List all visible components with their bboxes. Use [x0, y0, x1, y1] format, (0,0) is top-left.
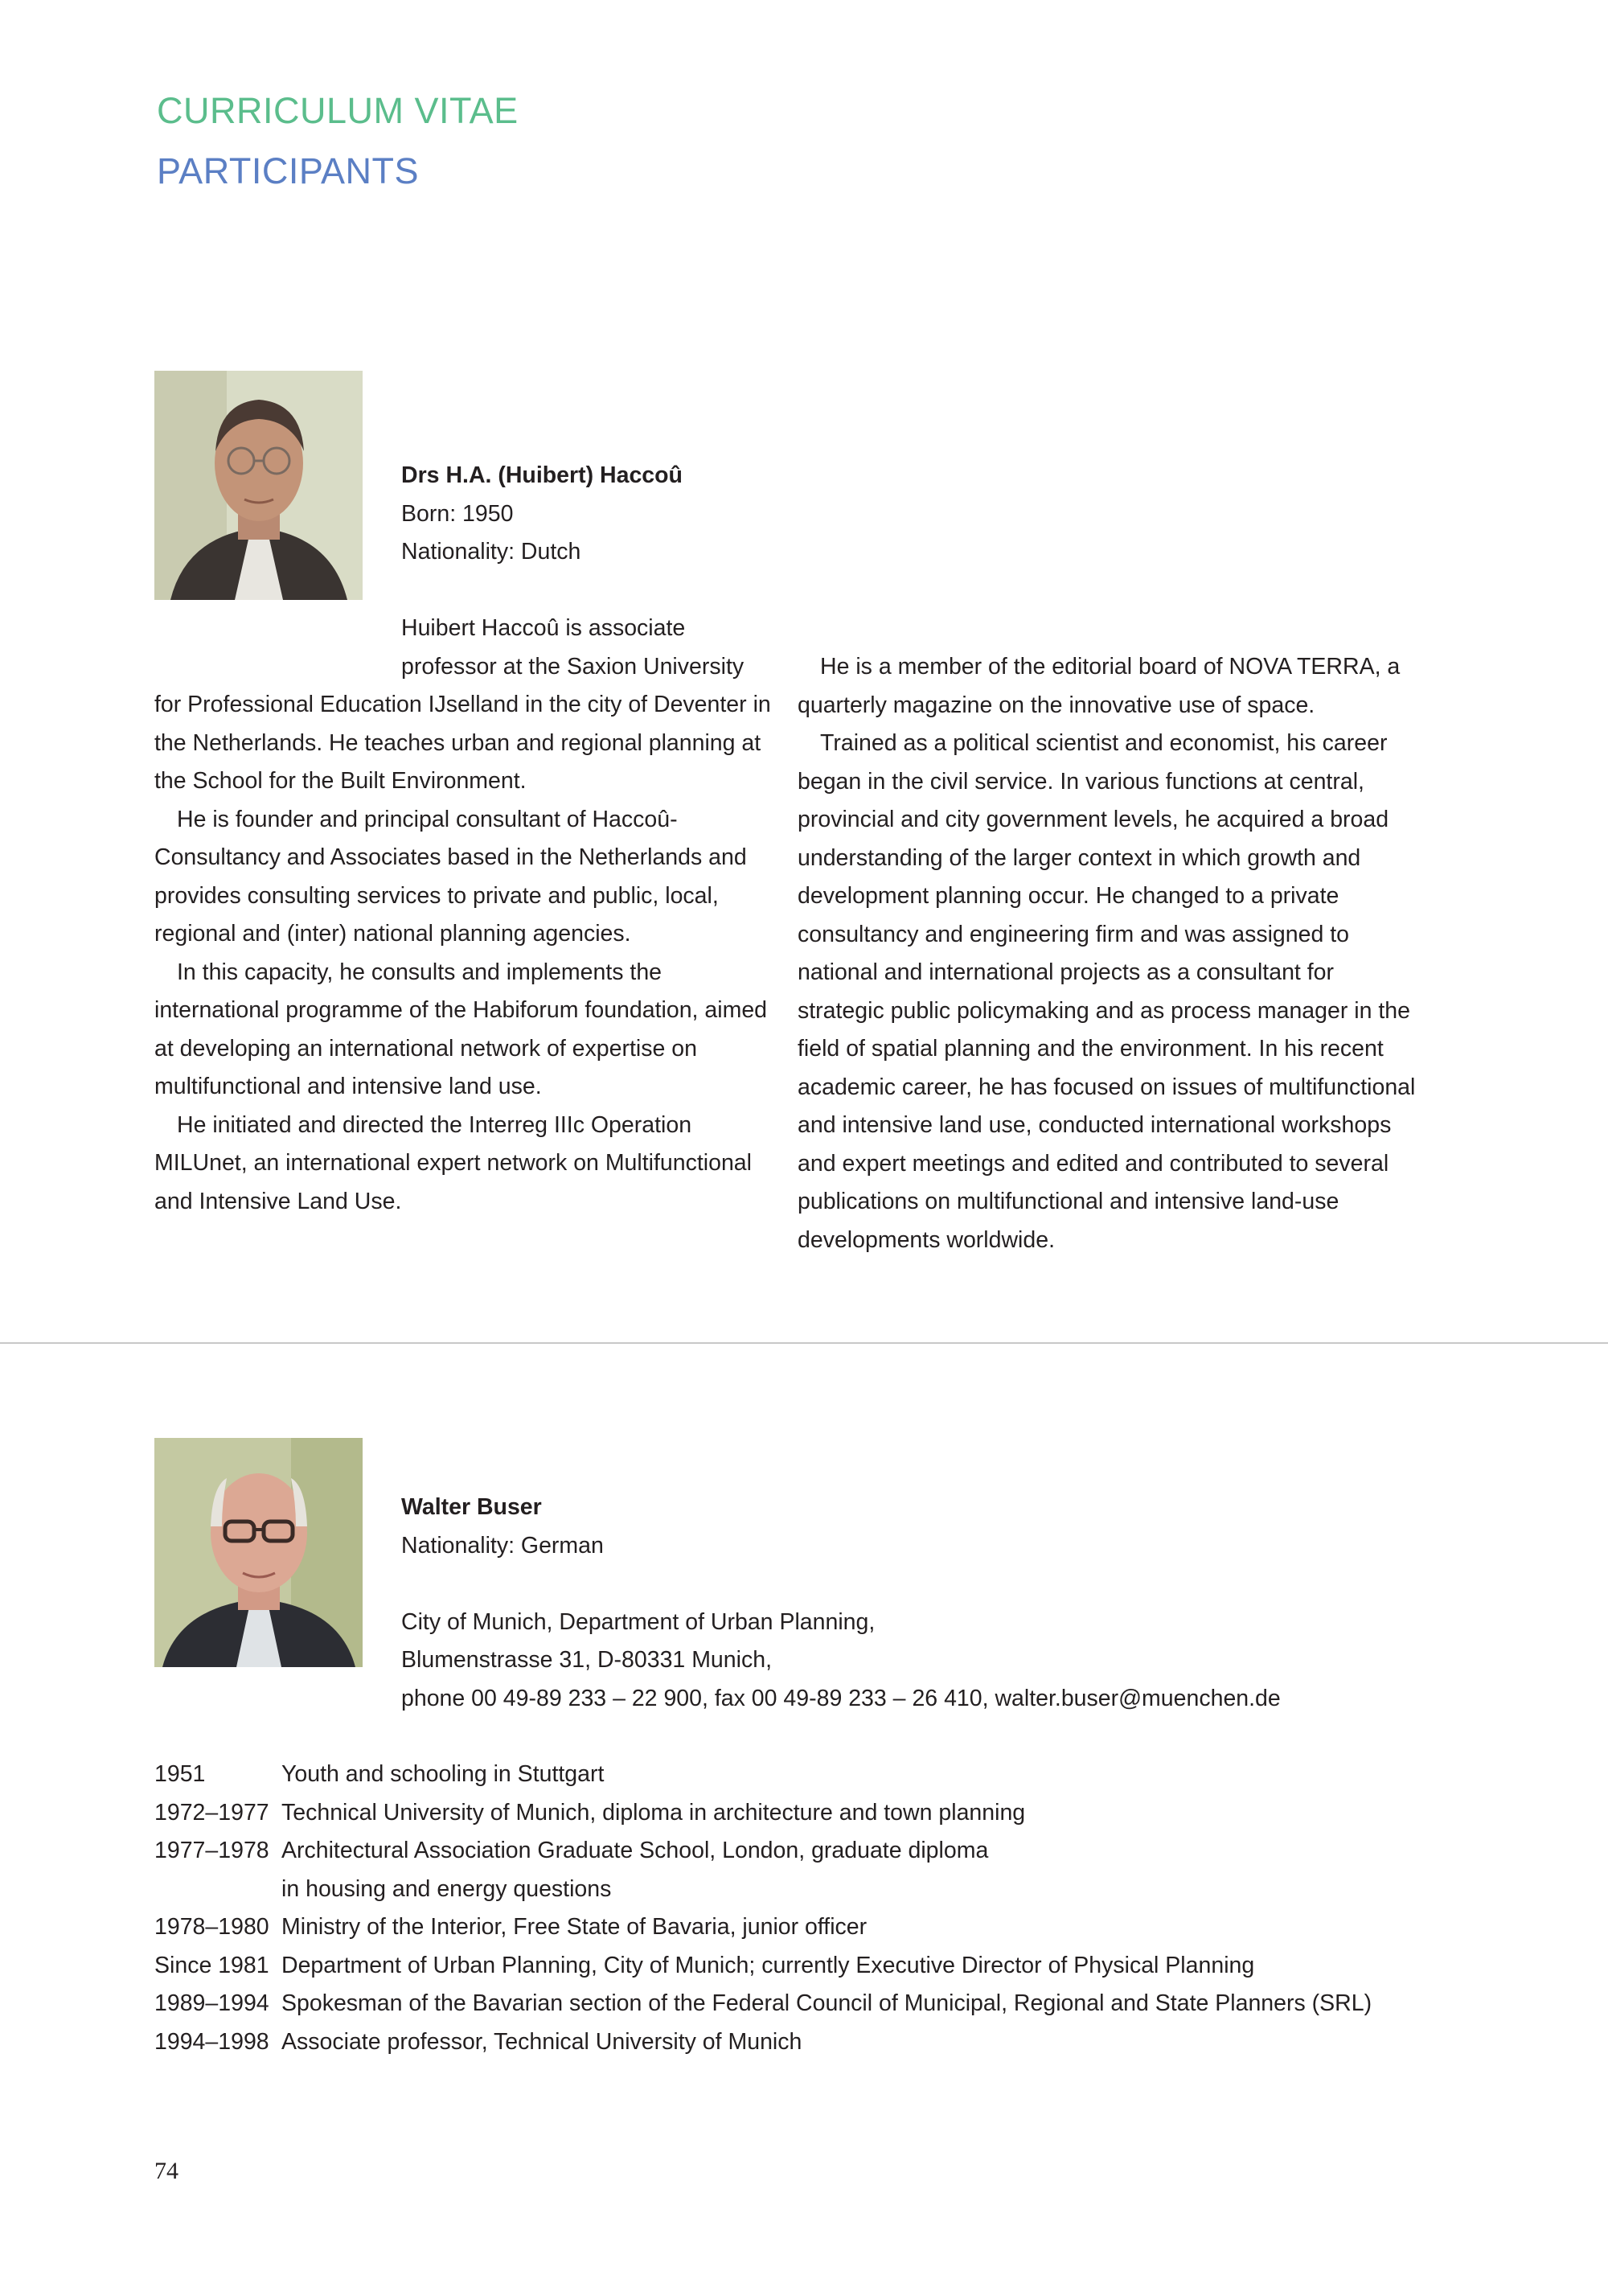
person1-intro-line: professor at the Saxion University: [401, 653, 745, 680]
person1-nationality: Nationality: Dutch: [401, 539, 581, 565]
cv-text: Associate professor, Technical University of Munich: [281, 2028, 802, 2055]
page-subtitle: PARTICIPANTS: [157, 150, 420, 191]
person1-intro: [401, 610, 779, 686]
person2-cv-list: [154, 1756, 1457, 2061]
cv-text: Youth and schooling in Stuttgart: [281, 1761, 605, 1787]
person2-info: [401, 1489, 1446, 1718]
cv-row: [154, 1871, 1457, 1909]
person1-paragraph: for Professional Education IJselland in the city of Deventer in the Netherlands. He teaches urban and regional planning at the School for the Built Environment.: [154, 692, 771, 794]
person1-paragraph: He initiated and directed the Interreg IIIc Operation MILUnet, an international expert network on Multifunctional and Intensive Land Use.: [154, 1111, 752, 1214]
person1-column-right: [798, 648, 1417, 1259]
person2-nationality: Nationality: German: [401, 1532, 604, 1559]
person1-info: [401, 457, 964, 572]
cv-year: 1978–1980: [154, 1914, 269, 1940]
cv-year: 1972–1977: [154, 1799, 269, 1826]
cv-row: [154, 1908, 1457, 1947]
cv-year: 1977–1978: [154, 1838, 269, 1863]
cv-row: [154, 1985, 1457, 2023]
person1-intro-line: Huibert Haccoû is associate: [401, 615, 686, 641]
portrait-haccou: [154, 371, 363, 600]
person1-paragraph: He is founder and principal consultant of Haccoû-Consultancy and Associates based in the Netherlands and provides consulting services to private and public, local, regional and (inter) national planning agencies.: [154, 806, 747, 947]
portrait-buser: [154, 1438, 363, 1667]
cv-year: 1951: [154, 1761, 206, 1787]
section-divider: [0, 1342, 1608, 1344]
cv-row: [154, 1947, 1457, 1986]
page-number: 74: [154, 2158, 178, 2184]
person1-column-left: [154, 686, 772, 1221]
person1-name: Drs H.A. (Huibert) Haccoû: [401, 462, 683, 488]
person2-name: Walter Buser: [401, 1494, 542, 1520]
person1-paragraph: He is a member of the editorial board of NOVA TERRA, a quarterly magazine on the innovative use of space.: [798, 654, 1401, 718]
person1-paragraph: Trained as a political scientist and economist, his career began in the civil service. In various functions at central, provincial and city government levels, he acquired a broad understanding of the larger context in which growth and development planning occur. He changed to a private consultancy and engineering firm and was assigned to national and international projects as a consultant for strategic public policymaking and as process manager in the field of spatial planning and the environment. In his recent academic career, he has focused on issues of multifunctional and intensive land use, conducted international workshops and expert meetings and edited and contributed to several publications on multifunctional and intensive land-use developments worldwide.: [798, 730, 1416, 1253]
cv-text: Ministry of the Interior, Free State of Bavaria, junior officer: [281, 1914, 868, 1940]
cv-row: [154, 2023, 1457, 2062]
cv-year: [154, 1871, 281, 1909]
page-title: CURRICULUM VITAE: [157, 90, 519, 131]
cv-text: Technical University of Munich, diploma in architecture and town planning: [281, 1799, 1026, 1826]
person2-address-line: Blumenstrasse 31, D-80331 Munich,: [401, 1647, 772, 1673]
cv-row: [154, 1794, 1457, 1833]
cv-text: Department of Urban Planning, City of Munich; currently Executive Director of Physical Planning: [281, 1952, 1255, 1978]
cv-year: 1989–1994: [154, 1990, 269, 2016]
person1-paragraph: In this capacity, he consults and implements the international programme of the Habiforum foundation, aimed at developing an international network of expertise on multifunctional and intensive land use.: [154, 959, 768, 1099]
cv-row: [154, 1832, 1457, 1871]
cv-text: in housing and energy questions: [281, 1875, 612, 1902]
person1-born: Born: 1950: [401, 500, 514, 527]
cv-text: Architectural Association Graduate School, London, graduate diploma: [281, 1838, 989, 1863]
cv-text: Spokesman of the Bavarian section of the Federal Council of Municipal, Regional and State Planners (SRL): [281, 1990, 1372, 2016]
cv-row: [154, 1756, 1457, 1794]
person2-address-line: City of Munich, Department of Urban Planning,: [401, 1608, 876, 1635]
cv-year: Since 1981: [154, 1952, 269, 1978]
cv-year: 1994–1998: [154, 2028, 269, 2055]
person2-contact-line: phone 00 49-89 233 – 22 900, fax 00 49-89 233 – 26 410, walter.buser@muenchen.de: [401, 1685, 1281, 1711]
